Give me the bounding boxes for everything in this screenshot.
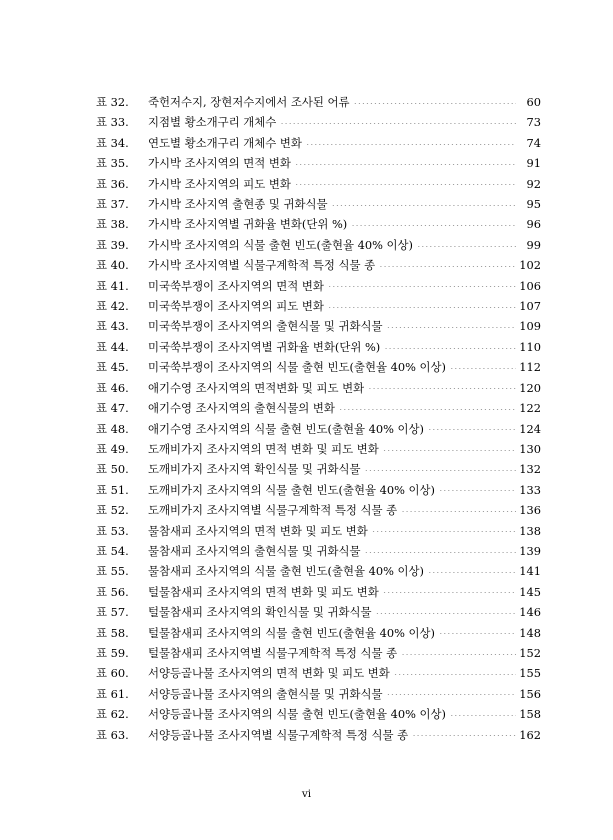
toc-entry-title: 미국쑥부쟁이 조사지역의 피도 변화 <box>148 299 324 314</box>
toc-entry-page-number: 92 <box>526 176 541 191</box>
toc-entry-leader <box>387 327 516 328</box>
table-of-contents-list <box>96 92 541 745</box>
toc-entry-label: 표 49. <box>96 441 129 456</box>
toc-entry[interactable] <box>96 337 541 357</box>
toc-entry-leader <box>368 388 516 389</box>
toc-entry-page-number: 74 <box>526 135 541 150</box>
toc-entry-page-number: 106 <box>519 278 541 293</box>
toc-entry-label: 표 52. <box>96 503 129 518</box>
toc-entry-leader <box>328 286 516 287</box>
toc-entry-leader <box>365 552 516 553</box>
toc-entry-leader <box>372 531 516 532</box>
toc-entry-leader <box>332 205 516 206</box>
toc-entry-title: 털물참새피 조사지역별 식물구계학적 특정 식물 종 <box>148 645 398 660</box>
toc-entry-label: 표 56. <box>96 584 129 599</box>
toc-entry[interactable] <box>96 663 541 683</box>
toc-entry-title: 미국쑥부쟁이 조사지역별 귀화율 변화(단위 %) <box>148 339 381 354</box>
toc-entry[interactable] <box>96 561 541 581</box>
toc-entry-page-number: 91 <box>526 156 541 171</box>
toc-entry-leader <box>351 225 516 226</box>
toc-entry[interactable] <box>96 296 541 316</box>
toc-entry-title: 가시박 조사지역별 식물구계학적 특정 식물 종 <box>148 258 376 273</box>
toc-entry[interactable] <box>96 92 541 112</box>
toc-entry-title: 서양등골나물 조사지역의 식물 출현 빈도(출현율 40% 이상) <box>148 707 447 722</box>
toc-entry-label: 표 60. <box>96 666 129 681</box>
toc-entry-page-number: 132 <box>519 462 541 477</box>
toc-entry[interactable] <box>96 725 541 745</box>
toc-entry[interactable] <box>96 214 541 234</box>
toc-entry-leader <box>280 123 516 124</box>
toc-entry-title: 물참새피 조사지역의 면적 변화 및 피도 변화 <box>148 523 368 538</box>
toc-entry-label: 표 58. <box>96 625 129 640</box>
toc-entry-label: 표 57. <box>96 605 129 620</box>
toc-entry-title: 도깨비가지 조사지역의 면적 변화 및 피도 변화 <box>148 441 379 456</box>
toc-entry-leader <box>295 184 516 185</box>
toc-entry-leader <box>306 144 516 145</box>
toc-entry-page-number: 158 <box>519 707 541 722</box>
toc-entry-label: 표 54. <box>96 543 129 558</box>
toc-entry-leader <box>339 409 516 410</box>
toc-entry-leader <box>401 511 516 512</box>
toc-entry-leader <box>384 348 516 349</box>
toc-entry-leader <box>450 715 516 716</box>
toc-entry-label: 표 44. <box>96 339 129 354</box>
toc-entry[interactable] <box>96 153 541 173</box>
toc-entry-title: 털물참새피 조사지역의 확인식물 및 귀화식물 <box>148 605 372 620</box>
toc-entry[interactable] <box>96 521 541 541</box>
toc-entry-page-number: 130 <box>519 441 541 456</box>
toc-entry-title: 가시박 조사지역 출현종 및 귀화식물 <box>148 197 328 212</box>
toc-entry-title: 애기수영 조사지역의 식물 출현 빈도(출현율 40% 이상) <box>148 421 424 436</box>
toc-entry-title: 털물참새피 조사지역의 식물 출현 빈도(출현율 40% 이상) <box>148 625 436 640</box>
toc-entry-label: 표 48. <box>96 421 129 436</box>
toc-entry-label: 표 59. <box>96 645 129 660</box>
toc-entry-title: 지점별 황소개구리 개체수 <box>148 115 277 130</box>
toc-entry-page-number: 120 <box>519 380 541 395</box>
toc-entry-label: 표 36. <box>96 176 129 191</box>
toc-entry[interactable] <box>96 419 541 439</box>
toc-entry-label: 표 39. <box>96 237 129 252</box>
toc-entry-label: 표 53. <box>96 523 129 538</box>
toc-entry[interactable] <box>96 378 541 398</box>
toc-entry-leader <box>439 633 516 634</box>
toc-entry-leader <box>439 490 516 491</box>
toc-entry-leader <box>417 246 516 247</box>
toc-entry-title: 도깨비가지 조사지역별 식물구계학적 특정 식물 종 <box>148 503 398 518</box>
toc-entry-page-number: 107 <box>519 299 541 314</box>
toc-entry-title: 서양등골나물 조사지역별 식물구계학적 특정 식물 종 <box>148 727 409 742</box>
toc-entry-title: 미국쑥부쟁이 조사지역의 식물 출현 빈도(출현율 40% 이상) <box>148 360 447 375</box>
toc-entry-title: 가시박 조사지역의 식물 출현 빈도(출현율 40% 이상) <box>148 237 413 252</box>
toc-entry[interactable] <box>96 541 541 561</box>
toc-entry-title: 애기수영 조사지역의 면적변화 및 피도 변화 <box>148 380 365 395</box>
toc-entry-page-number: 155 <box>519 666 541 681</box>
toc-entry-leader <box>428 572 516 573</box>
toc-entry-label: 표 46. <box>96 380 129 395</box>
toc-entry-page-number: 145 <box>519 584 541 599</box>
toc-entry[interactable] <box>96 194 541 214</box>
toc-entry-label: 표 34. <box>96 135 129 150</box>
toc-entry-leader <box>383 592 516 593</box>
toc-entry-page-number: 146 <box>519 605 541 620</box>
toc-entry-label: 표 38. <box>96 217 129 232</box>
toc-entry-page-number: 139 <box>519 543 541 558</box>
toc-entry-title: 미국쑥부쟁이 조사지역의 면적 변화 <box>148 278 324 293</box>
toc-entry-page-number: 109 <box>519 319 541 334</box>
toc-entry[interactable] <box>96 112 541 132</box>
toc-entry[interactable] <box>96 643 541 663</box>
toc-entry-page-number: 95 <box>526 197 541 212</box>
toc-entry[interactable] <box>96 623 541 643</box>
toc-entry[interactable] <box>96 602 541 622</box>
toc-entry-label: 표 40. <box>96 258 129 273</box>
toc-entry-title: 연도별 황소개구리 개체수 변화 <box>148 135 302 150</box>
toc-entry[interactable] <box>96 398 541 418</box>
toc-entry-label: 표 62. <box>96 707 129 722</box>
toc-entry-label: 표 45. <box>96 360 129 375</box>
toc-entry-title: 가시박 조사지역의 피도 변화 <box>148 176 291 191</box>
toc-entry[interactable] <box>96 480 541 500</box>
toc-entry-title: 서양등골나물 조사지역의 면적 변화 및 피도 변화 <box>148 666 390 681</box>
toc-entry-page-number: 124 <box>519 421 541 436</box>
toc-entry-page-number: 162 <box>519 727 541 742</box>
toc-entry-page-number: 152 <box>519 645 541 660</box>
toc-entry-label: 표 63. <box>96 727 129 742</box>
toc-entry-title: 가시박 조사지역의 면적 변화 <box>148 156 291 171</box>
toc-entry-label: 표 51. <box>96 482 129 497</box>
toc-entry[interactable] <box>96 704 541 724</box>
toc-entry-label: 표 50. <box>96 462 129 477</box>
toc-entry[interactable] <box>96 133 541 153</box>
toc-entry-label: 표 33. <box>96 115 129 130</box>
toc-entry-page-number: 136 <box>519 503 541 518</box>
toc-entry[interactable] <box>96 174 541 194</box>
toc-entry-title: 미국쑥부쟁이 조사지역의 출현식물 및 귀화식물 <box>148 319 383 334</box>
toc-entry-page-number: 112 <box>519 360 541 375</box>
toc-entry-page-number: 156 <box>519 686 541 701</box>
toc-entry-leader <box>379 266 516 267</box>
toc-entry-label: 표 37. <box>96 197 129 212</box>
toc-entry-leader <box>412 735 516 736</box>
toc-entry-leader <box>394 674 516 675</box>
toc-entry-page-number: 141 <box>519 564 541 579</box>
toc-entry-label: 표 32. <box>96 95 129 109</box>
toc-entry-leader <box>354 103 516 104</box>
toc-entry-title: 도깨비가지 조사지역 확인식물 및 귀화식물 <box>148 462 361 477</box>
toc-entry[interactable] <box>96 255 541 275</box>
toc-entry-label: 표 35. <box>96 156 129 171</box>
toc-entry-title: 물참새피 조사지역의 출현식물 및 귀화식물 <box>148 543 361 558</box>
toc-entry-title: 죽헌저수지, 장현저수지에서 조사된 어류 <box>148 95 350 109</box>
toc-entry-leader <box>376 613 516 614</box>
toc-entry-leader <box>428 429 516 430</box>
toc-entry-leader <box>365 470 516 471</box>
toc-entry-title: 애기수영 조사지역의 출현식물의 변화 <box>148 401 335 416</box>
toc-entry[interactable] <box>96 459 541 479</box>
toc-entry[interactable] <box>96 357 541 377</box>
toc-entry-page-number: 138 <box>519 523 541 538</box>
toc-entry[interactable] <box>96 235 541 255</box>
toc-entry-title: 물참새피 조사지역의 식물 출현 빈도(출현율 40% 이상) <box>148 564 424 579</box>
toc-entry-page-number: 122 <box>519 401 541 416</box>
toc-entry-page-number: 148 <box>519 625 541 640</box>
toc-entry-label: 표 41. <box>96 278 129 293</box>
toc-entry-label: 표 47. <box>96 401 129 416</box>
toc-entry-label: 표 42. <box>96 299 129 314</box>
toc-entry-page-number: 99 <box>526 237 541 252</box>
toc-entry-page-number: 60 <box>526 95 541 109</box>
toc-entry[interactable] <box>96 500 541 520</box>
toc-entry[interactable] <box>96 582 541 602</box>
toc-entry-leader <box>387 694 516 695</box>
toc-entry-page-number: 102 <box>519 258 541 273</box>
toc-entry-title: 가시박 조사지역별 귀화율 변화(단위 %) <box>148 217 348 232</box>
toc-entry[interactable] <box>96 684 541 704</box>
toc-entry[interactable] <box>96 439 541 459</box>
toc-entry-label: 표 43. <box>96 319 129 334</box>
toc-entry-title: 도깨비가지 조사지역의 식물 출현 빈도(출현율 40% 이상) <box>148 482 436 497</box>
toc-entry-leader <box>401 654 516 655</box>
toc-entry[interactable] <box>96 316 541 336</box>
toc-entry-label: 표 55. <box>96 564 129 579</box>
toc-entry-leader <box>383 450 516 451</box>
toc-entry[interactable] <box>96 276 541 296</box>
toc-entry-label: 표 61. <box>96 686 129 701</box>
toc-entry-leader <box>328 307 516 308</box>
toc-entry-leader <box>450 368 516 369</box>
toc-entry-page-number: 96 <box>526 217 541 232</box>
toc-entry-page-number: 110 <box>519 339 541 354</box>
toc-entry-title: 털물참새피 조사지역의 면적 변화 및 피도 변화 <box>148 584 379 599</box>
toc-entry-title: 서양등골나물 조사지역의 출현식물 및 귀화식물 <box>148 686 383 701</box>
page-folio: vi <box>301 788 312 800</box>
toc-entry-page-number: 133 <box>519 482 541 497</box>
toc-entry-page-number: 73 <box>526 115 541 130</box>
toc-entry-leader <box>295 164 516 165</box>
